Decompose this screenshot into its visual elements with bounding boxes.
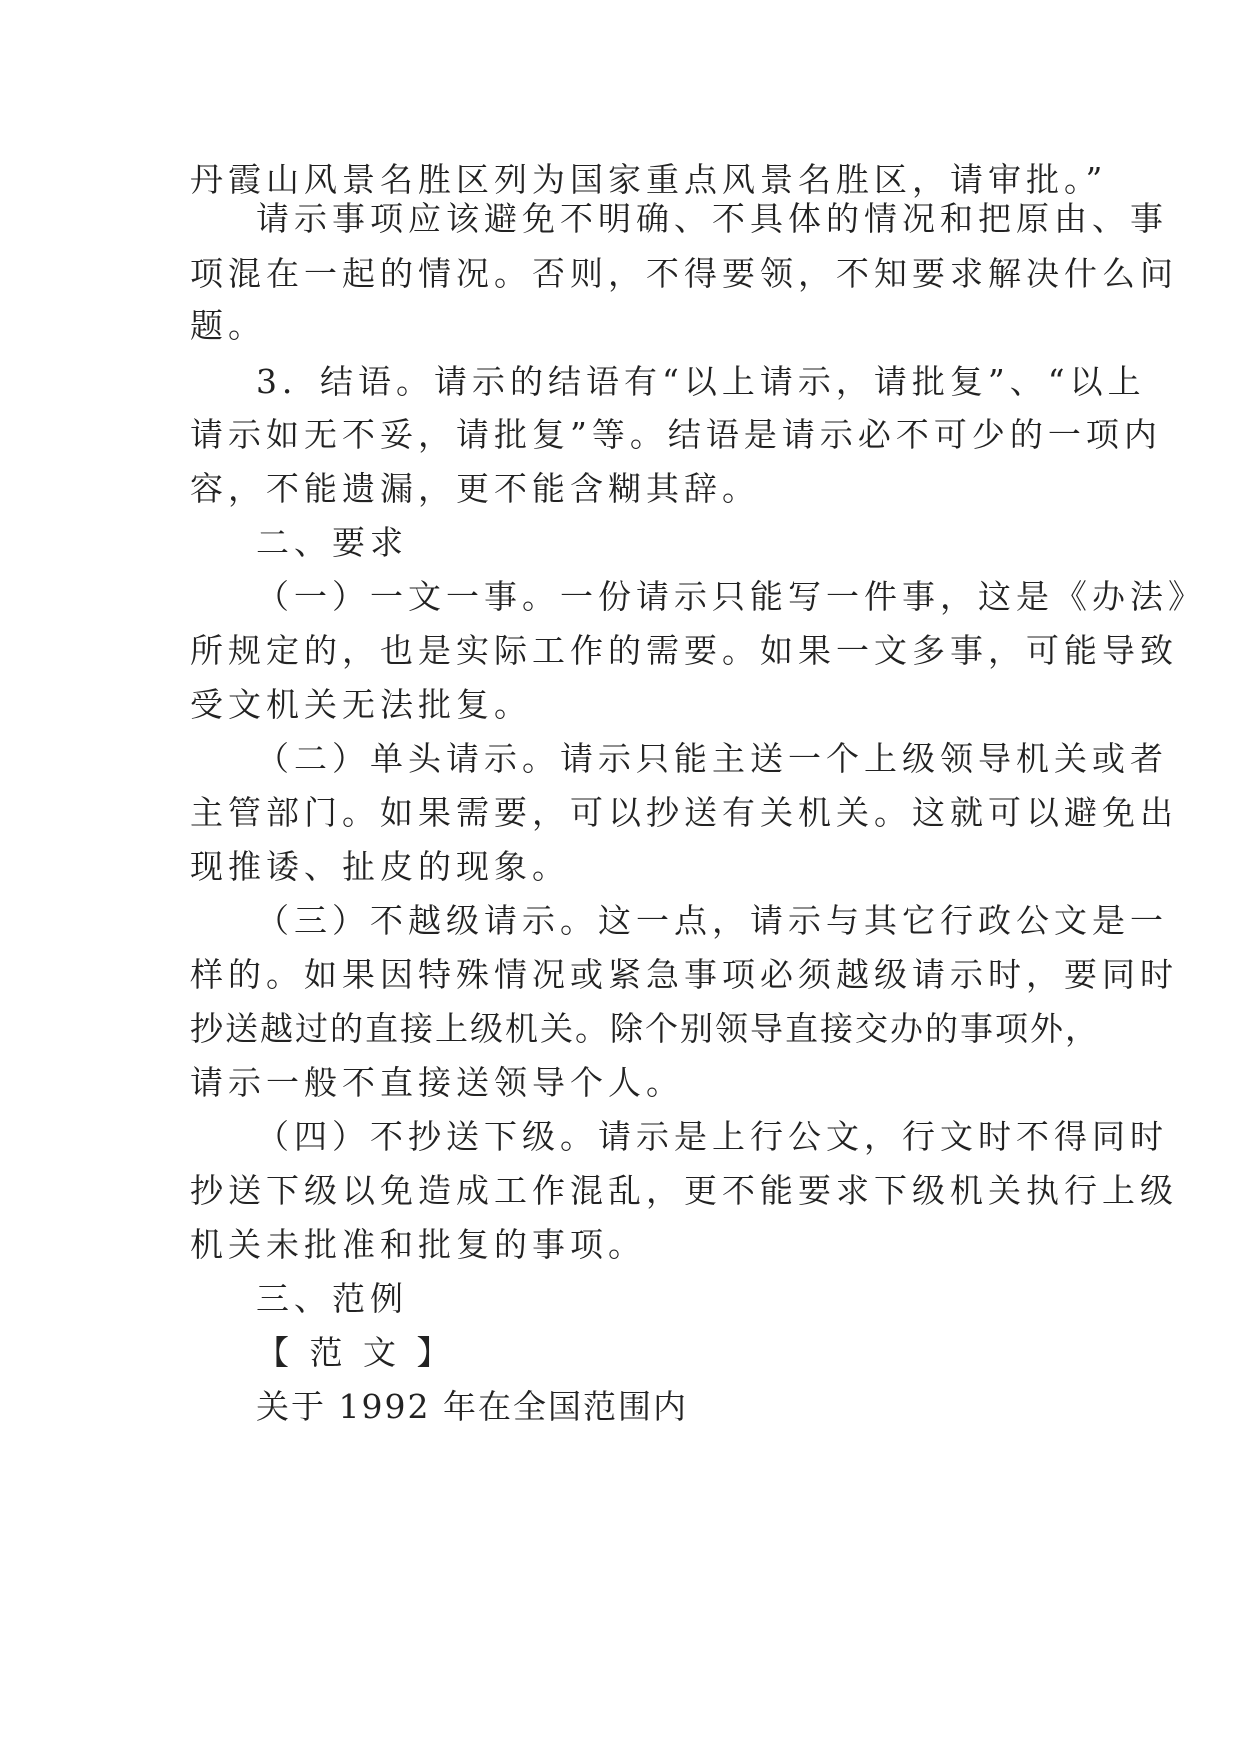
section-heading: 二、要求 [256,523,408,562]
text-line: 机关未批准和批复的事项。 [190,1225,646,1264]
text-line: 容，不能遗漏，更不能含糊其辞。 [190,469,760,508]
text-line: （四）不抄送下级。请示是上行公文，行文时不得同时 [256,1117,1168,1156]
text-line: 请示如无不妥，请批复”等。结语是请示必不可少的一项内 [190,415,1162,454]
text-line: 受文机关无法批复。 [190,685,532,724]
sample-label: 【 范 文 】 [256,1333,455,1372]
text-line: 主管部门。如果需要，可以抄送有关机关。这就可以避免出 [190,793,1178,832]
text-line: 抄送越过的直接上级机关。除个别领导直接交办的事项外， [190,1009,1100,1048]
text-line: 题。 [190,306,266,345]
text-line: 所规定的，也是实际工作的需要。如果一文多事，可能导致 [190,631,1178,670]
text-line: 3．结语。请示的结语有“以上请示，请批复”、“以上 [256,362,1146,401]
text-line: 项混在一起的情况。否则，不得要领，不知要求解决什么问 [190,254,1178,293]
text-line: 丹霞山风景名胜区列为国家重点风景名胜区，请审批。” [190,160,1108,199]
text-line: （二）单头请示。请示只能主送一个上级领导机关或者 [256,739,1168,778]
text-line: 现推诿、扯皮的现象。 [190,847,570,886]
sample-title-line: 关于 1992 年在全国范围内 [256,1387,688,1426]
text-line: （一）一文一事。一份请示只能写一件事，这是《办法》 [256,577,1206,616]
text-line: 抄送下级以免造成工作混乱，更不能要求下级机关执行上级 [190,1171,1178,1210]
text-line: （三）不越级请示。这一点，请示与其它行政公文是一 [256,901,1168,940]
section-heading: 三、范例 [256,1279,408,1318]
text-line: 样的。如果因特殊情况或紧急事项必须越级请示时，要同时 [190,955,1178,994]
text-line: 请示一般不直接送领导个人。 [190,1063,684,1102]
text-line: 请示事项应该避免不明确、不具体的情况和把原由、事 [256,199,1168,238]
